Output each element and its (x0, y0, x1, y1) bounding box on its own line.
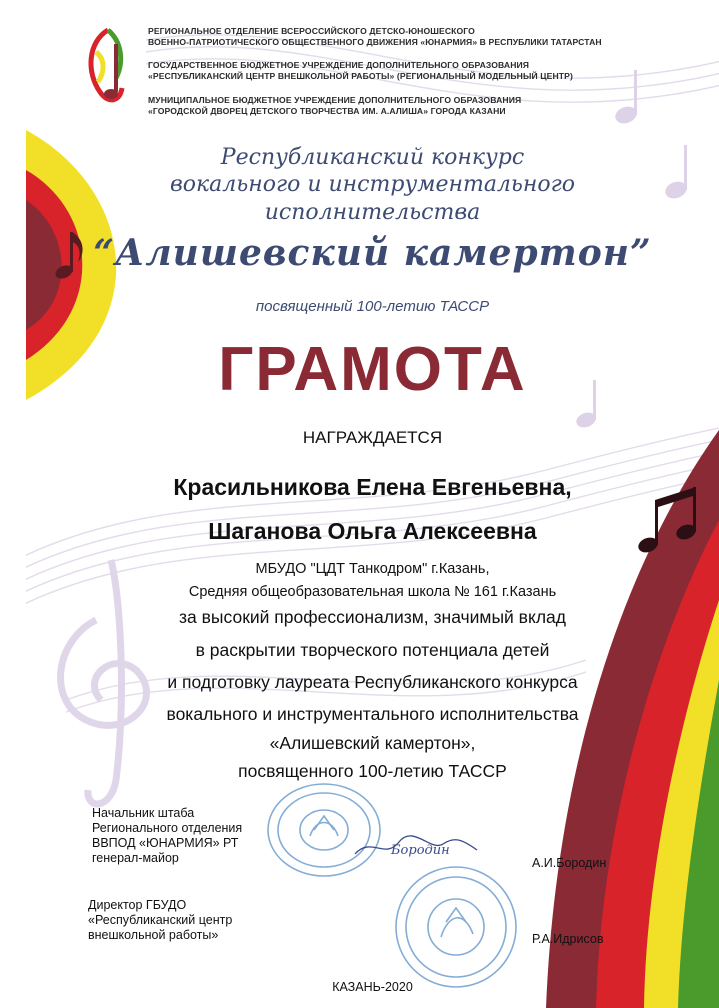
reason-line-3: и подготовку лауреата Республиканского конкурса (167, 672, 578, 692)
header-text: «ГОРОДСКОЙ ДВОРЕЦ ДЕТСКОГО ТВОРЧЕСТВА ИМ. А.АЛИША» ГОРОДА КАЗАНИ (148, 106, 506, 116)
yunarmiya-logo (78, 22, 138, 112)
certificate-page (26, 0, 719, 1008)
signature-name-1: А.И.Бородин (532, 856, 607, 870)
footer-city-year: КАЗАНЬ-2020 (332, 980, 413, 994)
signature-position: «Республиканский центр (88, 913, 233, 927)
contest-line-1: Республиканский конкурс (220, 145, 525, 170)
signature-position: Регионального отделения (92, 821, 243, 835)
recipient-name-2: Шаганова Ольга Алексеевна (208, 518, 537, 544)
signature-position: внешкольной работы» (88, 928, 219, 942)
signature-block-2 (88, 898, 232, 943)
contest-name: “Алишевский камертон” (93, 232, 652, 274)
header-org2 (148, 60, 573, 82)
reason-line-2: в раскрытии творческого потенциала детей (195, 640, 550, 660)
contest-line-3: исполнительства (264, 200, 481, 225)
contest-dedication: посвященный 100-летию ТАССР (255, 298, 490, 315)
handwriting-text: Бородин (391, 843, 450, 858)
header-org1 (148, 26, 602, 48)
signature-position: Директор ГБУДО (88, 898, 187, 912)
signature-position: генерал-майор (92, 851, 179, 865)
official-stamp-2 (391, 862, 521, 992)
signature-position: Начальник штаба (92, 806, 195, 820)
signature-handwriting (351, 832, 481, 862)
reason-line-6: посвященного 100-летию ТАССР (238, 761, 507, 781)
official-stamp-1 (264, 780, 384, 880)
signature-block-1 (92, 806, 242, 866)
header-text: ВОЕННО-ПАТРИОТИЧЕСКОГО ОБЩЕСТВЕННОГО ДВИЖЕНИЯ «ЮНАРМИЯ» В РЕСПУБЛИКИ ТАТАРСТАН (148, 37, 602, 47)
affiliation-line-2: Средняя общеобразовательная школа № 161 г.Казань (188, 584, 557, 600)
certificate-title: ГРАМОТА (218, 335, 527, 404)
reason-line-1: за высокий профессионализм, значимый вклад (179, 607, 566, 627)
signature-name-2: Р.А.Идрисов (532, 932, 604, 946)
signature-position: ВВПОД «ЮНАРМИЯ» РТ (92, 836, 239, 850)
header-text: ГОСУДАРСТВЕННОЕ БЮДЖЕТНОЕ УЧРЕЖДЕНИЕ ДОПОЛНИТЕЛЬНОГО ОБРАЗОВАНИЯ (148, 60, 530, 70)
reason-line-4: вокального и инструментального исполнительства (166, 704, 579, 724)
header-text: «РЕСПУБЛИКАНСКИЙ ЦЕНТР ВНЕШКОЛЬНОЙ РАБОТЫ» (РЕГИОНАЛЬНЫЙ МОДЕЛЬНЫЙ ЦЕНТР) (148, 71, 573, 81)
header-text: МУНИЦИПАЛЬНОЕ БЮДЖЕТНОЕ УЧРЕЖДЕНИЕ ДОПОЛНИТЕЛЬНОГО ОБРАЗОВАНИЯ (148, 95, 522, 105)
recipient-name-1: Красильникова Елена Евгеньевна, (173, 474, 572, 500)
header-text: РЕГИОНАЛЬНОЕ ОТДЕЛЕНИЕ ВСЕРОССИЙСКОГО ДЕТСКО-ЮНОШЕСКОГО (148, 26, 475, 36)
contest-line-2: вокального и инструментального (169, 172, 576, 197)
affiliation-line-1: МБУДО "ЦДТ Танкодром" г.Казань, (255, 561, 490, 577)
header-org3 (148, 95, 521, 117)
reason-line-5: «Алишевский камертон», (269, 733, 476, 753)
awarded-label: НАГРАЖДАЕТСЯ (302, 428, 443, 447)
